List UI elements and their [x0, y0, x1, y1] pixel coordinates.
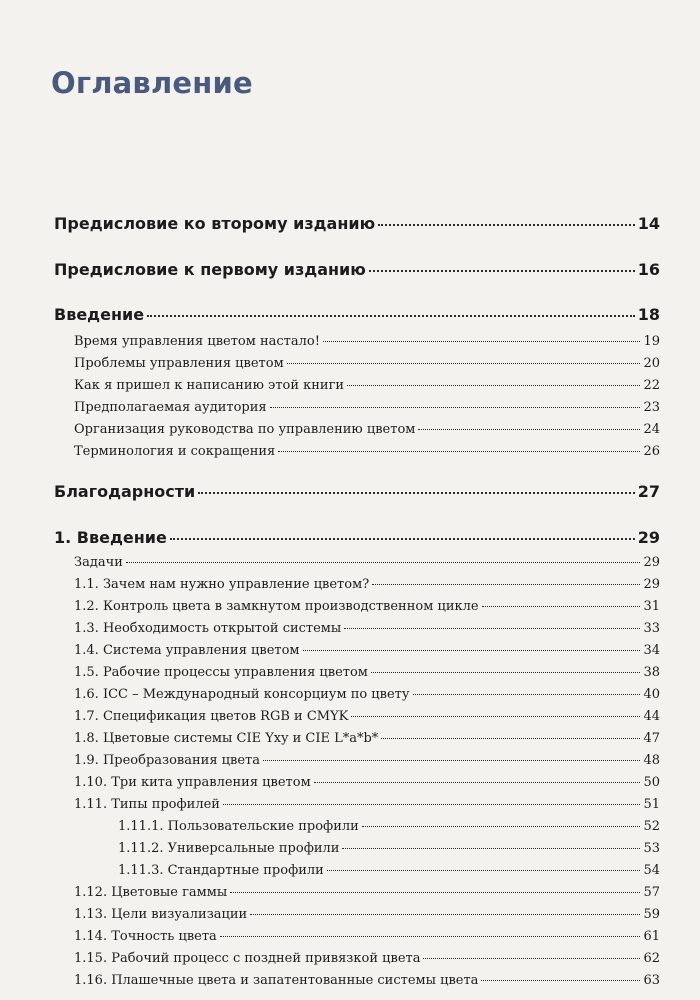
dot-leader — [303, 650, 641, 651]
toc-page: 24 — [643, 422, 660, 437]
toc-page: 53 — [643, 841, 660, 856]
toc-label: 1.7. Спецификация цветов RGB и CMYK — [74, 709, 349, 724]
toc-label: 1.11. Типы профилей — [74, 797, 220, 812]
dot-leader — [372, 584, 640, 585]
dot-leader — [371, 672, 641, 673]
toc-page: 27 — [637, 482, 660, 501]
dot-leader — [147, 315, 635, 317]
dot-leader — [413, 694, 641, 695]
toc-page: 62 — [643, 951, 660, 966]
dot-leader — [423, 958, 640, 959]
toc-page: 29 — [643, 577, 660, 592]
toc-page: 23 — [643, 400, 660, 415]
dot-leader — [362, 826, 641, 827]
toc-section[interactable] — [74, 928, 660, 945]
toc-page: 18 — [637, 305, 660, 324]
toc-page: 48 — [643, 753, 660, 768]
toc-page: 38 — [643, 665, 660, 680]
toc-page: 29 — [643, 555, 660, 570]
toc-subsection[interactable] — [118, 862, 660, 879]
dot-leader — [418, 429, 640, 430]
toc-section[interactable] — [74, 399, 660, 416]
page-title: Оглавление — [51, 66, 253, 100]
toc-label: Предисловие ко второму изданию — [54, 214, 376, 233]
toc-chapter[interactable] — [54, 482, 660, 502]
dot-leader — [170, 538, 635, 540]
toc-chapter[interactable] — [54, 305, 660, 325]
dot-leader — [378, 224, 635, 226]
toc-label: Благодарности — [54, 482, 196, 501]
toc-chapter[interactable] — [54, 260, 660, 280]
toc-label: 1.2. Контроль цвета в замкнутом производственном цикле — [74, 599, 479, 614]
dot-leader — [351, 716, 640, 717]
toc-page: 26 — [643, 444, 660, 459]
toc-label: 1.16. Плашечные цвета и запатентованные системы цвета — [74, 973, 479, 988]
dot-leader — [369, 270, 635, 272]
toc-page: 20 — [643, 356, 660, 371]
dot-leader — [278, 451, 640, 452]
toc-section[interactable] — [74, 950, 660, 967]
toc-page: 19 — [643, 334, 660, 349]
toc-section[interactable] — [74, 906, 660, 923]
toc-label: Предполагаемая аудитория — [74, 400, 267, 415]
toc-page: 22 — [643, 378, 660, 393]
toc-page: 40 — [643, 687, 660, 702]
toc-section[interactable] — [74, 620, 660, 637]
dot-leader — [220, 936, 641, 937]
dot-leader — [230, 892, 640, 893]
dot-leader — [198, 492, 634, 494]
toc-section[interactable] — [74, 686, 660, 703]
toc-page: 50 — [643, 775, 660, 790]
dot-leader — [314, 782, 641, 783]
toc-label: 1.8. Цветовые системы CIE Yxy и CIE L*a*b* — [74, 731, 379, 746]
toc-section[interactable] — [74, 377, 660, 394]
toc-section[interactable] — [74, 355, 660, 372]
toc-section[interactable] — [74, 796, 660, 813]
toc-label: 1.1. Зачем нам нужно управление цветом? — [74, 577, 370, 592]
toc-label: 1.5. Рабочие процессы управления цветом — [74, 665, 368, 680]
dot-leader — [323, 341, 641, 342]
toc-label: Задачи — [74, 555, 123, 570]
toc-section[interactable] — [74, 884, 660, 901]
toc-page: 52 — [643, 819, 660, 834]
toc-page: 31 — [643, 599, 660, 614]
toc-section[interactable] — [74, 443, 660, 460]
toc-label: Предисловие к первому изданию — [54, 260, 366, 279]
toc-label: 1.6. ICC – Международный консорциум по цвету — [74, 687, 410, 702]
toc-page: 61 — [643, 929, 660, 944]
toc-section[interactable] — [74, 708, 660, 725]
toc-label: Время управления цветом настало! — [74, 334, 320, 349]
toc-page: 33 — [643, 621, 660, 636]
dot-leader — [270, 407, 641, 408]
toc-page: 16 — [637, 260, 660, 279]
dot-leader — [347, 385, 640, 386]
dot-leader — [287, 363, 641, 364]
toc-label: 1.3. Необходимость открытой системы — [74, 621, 342, 636]
toc-section[interactable] — [74, 554, 660, 571]
toc-label: 1.11.3. Стандартные профили — [118, 863, 324, 878]
dot-leader — [481, 980, 640, 981]
toc-label: Введение — [54, 305, 145, 324]
toc-page: 51 — [643, 797, 660, 812]
toc-page: 54 — [643, 863, 660, 878]
dot-leader — [263, 760, 640, 761]
dot-leader — [250, 914, 640, 915]
toc-section[interactable] — [74, 421, 660, 438]
toc-label: 1.4. Система управления цветом — [74, 643, 300, 658]
toc-chapter[interactable] — [54, 528, 660, 548]
dot-leader — [482, 606, 641, 607]
dot-leader — [344, 628, 640, 629]
toc-page: 47 — [643, 731, 660, 746]
toc-label: Проблемы управления цветом — [74, 356, 284, 371]
toc-section[interactable] — [74, 642, 660, 659]
toc-page: 14 — [637, 214, 660, 233]
toc-label: 1.15. Рабочий процесс с поздней привязкой цвета — [74, 951, 421, 966]
toc-section[interactable] — [74, 598, 660, 615]
toc-label: 1.11.2. Универсальные профили — [118, 841, 340, 856]
toc-page: 29 — [637, 528, 660, 547]
toc-label: 1.10. Три кита управления цветом — [74, 775, 311, 790]
toc-label: Организация руководства по управлению цветом — [74, 422, 416, 437]
toc-subsection[interactable] — [118, 818, 660, 835]
toc-label: 1.13. Цели визуализации — [74, 907, 248, 922]
toc-section[interactable] — [74, 730, 660, 747]
toc-section[interactable] — [74, 972, 660, 989]
dot-leader — [327, 870, 641, 871]
toc-section[interactable] — [74, 333, 660, 350]
toc-label: Терминология и сокращения — [74, 444, 276, 459]
toc-page: 63 — [643, 973, 660, 988]
toc-page: 34 — [643, 643, 660, 658]
toc-chapter[interactable] — [54, 214, 660, 234]
toc-subsection[interactable] — [118, 840, 660, 857]
dot-leader — [342, 848, 640, 849]
toc-section[interactable] — [74, 774, 660, 791]
dot-leader — [223, 804, 640, 805]
dot-leader — [126, 562, 641, 563]
toc-page: 59 — [643, 907, 660, 922]
dot-leader — [381, 738, 640, 739]
toc-section[interactable] — [74, 664, 660, 681]
toc-label: 1.9. Преобразования цвета — [74, 753, 260, 768]
toc-label: 1.12. Цветовые гаммы — [74, 885, 228, 900]
toc-label: 1.14. Точность цвета — [74, 929, 217, 944]
toc-page: 57 — [643, 885, 660, 900]
toc-section[interactable] — [74, 576, 660, 593]
toc-label: Как я пришел к написанию этой книги — [74, 378, 345, 393]
toc-label: 1.11.1. Пользовательские профили — [118, 819, 359, 834]
toc-label: 1. Введение — [54, 528, 167, 547]
toc-page: 44 — [643, 709, 660, 724]
toc-section[interactable] — [74, 752, 660, 769]
